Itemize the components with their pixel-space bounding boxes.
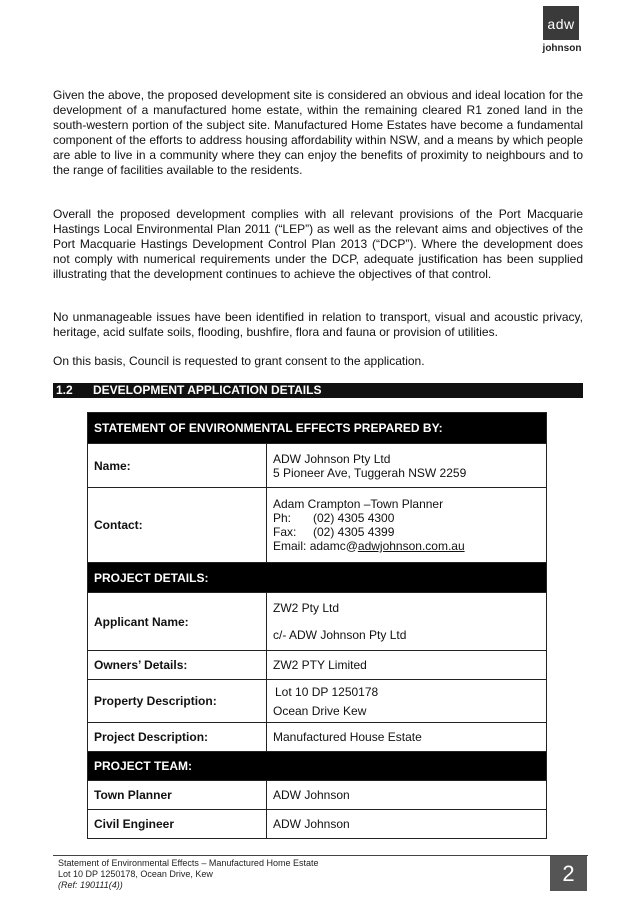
- section-heading: [53, 383, 583, 398]
- paragraph-2: Overall the proposed development complies with all relevant provisions of the Port Macquarie Hastings Local Environmental Plan 2011 (“LEP”) as well as the relevant aims and objectives of the Port Macquarie Hastings Development Control Plan 2013 (“DCP”). Where the development does not comply with numerical requirements under the DCP, adequate justification has been supplied illustrating that the development continues to achieve the objectives of that control.: [53, 207, 583, 281]
- property-lot: Lot 10 DP 1250178: [275, 684, 379, 699]
- owners-value: ZW2 PTY Limited: [267, 651, 547, 680]
- paragraph-1: Given the above, the proposed development site is considered an obvious and ideal location for the development of a manufactured home estate, within the remaining cleared R1 zoned land in the south-western portion of the subject site. Manufactured Home Estates have become a fundamental component of the efforts to address housing affordability within NSW, and a means by which people are able to live in a community where they can enjoy the benefits of proximity to neighbours and to the range of facilities available to the residents.: [53, 88, 583, 177]
- prepared-by-header: STATEMENT OF ENVIRONMENTAL EFFECTS PREPARED BY:: [88, 413, 547, 444]
- table-row: [88, 781, 547, 810]
- email-link[interactable]: adwjohnson.com.au: [357, 539, 465, 553]
- civil-engineer-value: ADW Johnson: [267, 810, 547, 839]
- property-label: Property Description:: [88, 680, 267, 723]
- footer-divider: [53, 855, 588, 856]
- company-logo: [541, 6, 581, 54]
- logo-mark: adw: [543, 6, 579, 40]
- footer-lot: Lot 10 DP 1250178, Ocean Drive, Kew: [58, 869, 213, 879]
- table-header-row: [88, 752, 547, 781]
- phone-line: [273, 511, 540, 525]
- owners-label: Owners’ Details:: [88, 651, 267, 680]
- table-header-row: [88, 563, 547, 593]
- page-number: 2: [550, 856, 587, 891]
- project-team-header: PROJECT TEAM:: [88, 752, 547, 781]
- table-row: [88, 810, 547, 839]
- project-details-header: PROJECT DETAILS:: [88, 563, 547, 593]
- email-user: adamc@: [309, 539, 358, 553]
- page-footer: [58, 858, 318, 891]
- table-row: [88, 593, 547, 651]
- property-street: Ocean Drive Kew: [273, 703, 367, 718]
- civil-engineer-label: Civil Engineer: [88, 810, 267, 839]
- section-number: 1.2: [56, 383, 73, 397]
- table-row: [88, 444, 547, 488]
- company-name: ADW Johnson Pty Ltd: [273, 451, 391, 466]
- section-title: DEVELOPMENT APPLICATION DETAILS: [93, 383, 322, 397]
- table-row: [88, 680, 547, 723]
- project-description-value: Manufactured House Estate: [267, 723, 547, 752]
- contact-label: Contact:: [88, 488, 267, 563]
- email-line: [273, 539, 540, 553]
- application-details-table: [87, 412, 547, 839]
- applicant-name: ZW2 Pty Ltd: [273, 601, 340, 615]
- project-description-label: Project Description:: [88, 723, 267, 752]
- fax-line: [273, 525, 540, 539]
- name-label: Name:: [88, 444, 267, 488]
- contact-value: [267, 488, 547, 563]
- applicant-care-of: c/- ADW Johnson Pty Ltd: [273, 628, 407, 642]
- table-row: [88, 651, 547, 680]
- applicant-label: Applicant Name:: [88, 593, 267, 651]
- footer-document-title: Statement of Environmental Effects – Manufactured Home Estate: [58, 858, 319, 868]
- logo-name: johnson: [542, 43, 582, 54]
- email-label: Email:: [273, 539, 307, 553]
- name-value: [267, 444, 547, 488]
- phone-label: Ph:: [273, 511, 292, 525]
- company-address: 5 Pioneer Ave, Tuggerah NSW 2259: [273, 465, 467, 480]
- table-row: [88, 723, 547, 752]
- phone-number: (02) 4305 4300: [313, 511, 395, 525]
- town-planner-value: ADW Johnson: [267, 781, 547, 810]
- table-header-row: [88, 413, 547, 444]
- paragraph-3: No unmanageable issues have been identified in relation to transport, visual and acoustic privacy, heritage, acid sulfate soils, flooding, bushfire, flora and fauna or provision of utilities.: [53, 310, 583, 339]
- property-value: [267, 680, 547, 723]
- fax-label: Fax:: [273, 525, 297, 539]
- table-row: [88, 488, 547, 563]
- paragraph-4: On this basis, Council is requested to grant consent to the application.: [53, 354, 425, 368]
- footer-reference: (Ref: 190111(4)): [58, 880, 123, 890]
- fax-number: (02) 4305 4399: [313, 525, 395, 539]
- applicant-value: [267, 593, 547, 651]
- contact-person: Adam Crampton –Town Planner: [273, 497, 444, 511]
- town-planner-label: Town Planner: [88, 781, 267, 810]
